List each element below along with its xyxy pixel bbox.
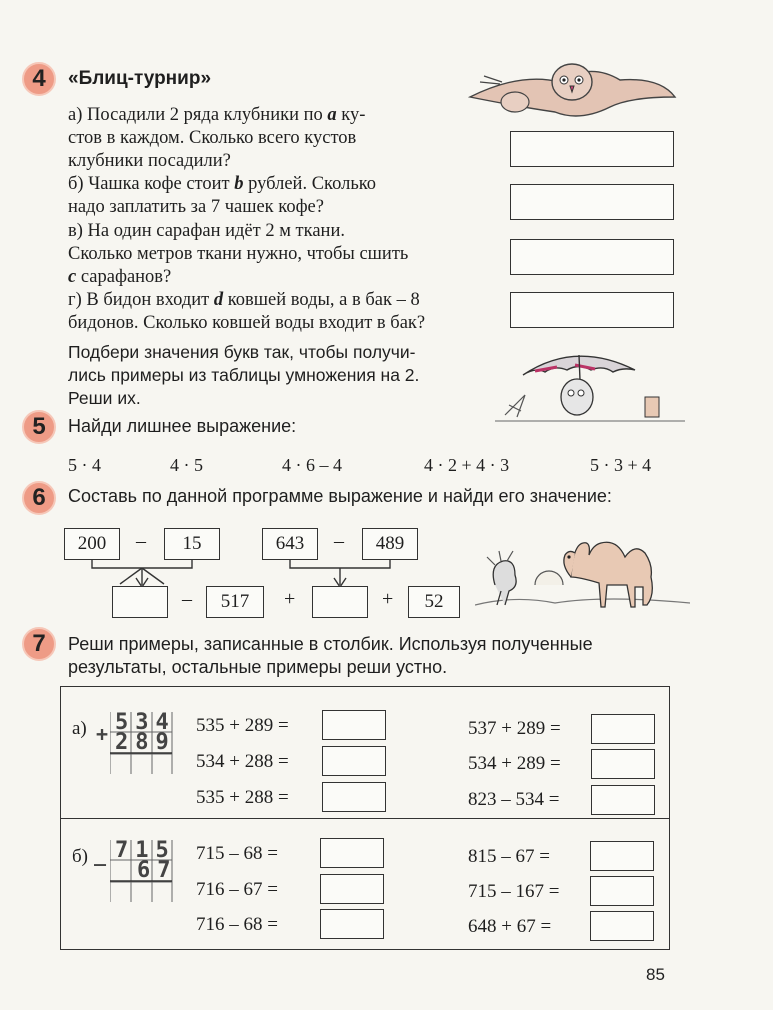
task7-a-left-answer-3[interactable] — [322, 782, 386, 812]
task7-part-a-label: а) — [72, 718, 87, 739]
task7-part-b-label: б) — [72, 846, 88, 867]
task6-box-489: 489 — [362, 528, 418, 560]
task4-item-a: а) Посадили 2 ряда клубники по a ку- стов в каждом. Сколько всего кустов клубники посадили? — [68, 105, 366, 171]
task7-a-left-2: 534 + 288 = — [196, 751, 289, 772]
task7-a-left-1: 535 + 289 = — [196, 715, 289, 736]
task7-b-right-answer-2[interactable] — [590, 876, 654, 906]
task6-op-minus-1: – — [136, 530, 146, 552]
task4-title: «Блиц-турнир» — [68, 68, 212, 89]
task6-op-minus-3: – — [182, 588, 192, 610]
task7-b-left-3: 716 – 68 = — [196, 914, 278, 935]
task7-table-divider — [60, 818, 670, 819]
task7-a-column-top: 534 — [115, 710, 176, 735]
task6-box-52: 52 — [408, 586, 460, 618]
task7-a-column-bottom: 289 — [115, 730, 176, 755]
task7-a-left-answer-1[interactable] — [322, 710, 386, 740]
task7-b-left-answer-1[interactable] — [320, 838, 384, 868]
task6-box-200: 200 — [64, 528, 120, 560]
task6-box-643: 643 — [262, 528, 318, 560]
task7-a-right-1: 537 + 289 = — [468, 718, 561, 739]
task7-a-right-3: 823 – 534 = — [468, 789, 560, 810]
task7-b-left-answer-3[interactable] — [320, 909, 384, 939]
task6-op-plus-1: + — [284, 588, 296, 610]
task7-number: 7 — [32, 630, 46, 657]
task4-item-c: в) На один сарафан идёт 2 м ткани. Сколько метров ткани нужно, чтобы сшить c сарафанов? — [68, 221, 409, 287]
task4-number: 4 — [32, 65, 46, 92]
task7-b-right-3: 648 + 67 = — [468, 916, 552, 937]
task4-item-b: б) Чашка кофе стоит b рублей. Сколько надо заплатить за 7 чашек кофе? — [68, 174, 377, 217]
task7-b-right-answer-3[interactable] — [590, 911, 654, 941]
task7-b-sign: _ — [94, 842, 107, 866]
task7-b-right-2: 715 – 167 = — [468, 881, 560, 902]
task5-expression-3: 4 · 6 – 4 — [282, 455, 342, 475]
task7-a-left-3: 535 + 288 = — [196, 787, 289, 808]
task5-number: 5 — [32, 413, 46, 440]
task7-b-right-answer-1[interactable] — [590, 841, 654, 871]
task7-a-right-2: 534 + 289 = — [468, 753, 561, 774]
task4-item-d: г) В бидон входит d ковшей воды, а в бак – 8 бидонов. Сколько ковшей воды входит в бак? — [68, 290, 426, 333]
task5-expression-4: 4 · 2 + 4 · 3 — [424, 455, 510, 475]
task5-expression-1: 5 · 4 — [68, 455, 101, 475]
task5-expression-5: 5 · 3 + 4 — [590, 455, 652, 475]
task6-result-box-2[interactable] — [312, 586, 368, 618]
task7-a-sign: + — [96, 722, 109, 746]
task6-op-plus-2: + — [382, 588, 394, 610]
task6-box-15: 15 — [164, 528, 220, 560]
task6-number: 6 — [32, 484, 46, 511]
task6-text: Составь по данной программе выражение и найди его значение: — [68, 486, 612, 506]
task6-op-minus-2: – — [334, 530, 344, 552]
task4-note: Подбери значения букв так, чтобы получи- лись примеры из таблицы умножения на 2. Реши их. — [68, 342, 420, 408]
task7-b-column-bottom: 67 — [137, 858, 178, 883]
task7-a-right-answer-1[interactable] — [591, 714, 655, 744]
task7-text: Реши примеры, записанные в столбик. Используя полученные результаты, остальные примеры реши устно. — [68, 634, 593, 677]
task6-box-517: 517 — [206, 586, 264, 618]
task7-number-badge — [22, 627, 56, 661]
task6-result-box-1[interactable] — [112, 586, 168, 618]
task7-b-left-2: 716 – 67 = — [196, 879, 278, 900]
task5-expression-2: 4 · 5 — [170, 455, 203, 475]
task7-a-left-answer-2[interactable] — [322, 746, 386, 776]
task7-b-left-answer-2[interactable] — [320, 874, 384, 904]
task7-b-left-1: 715 – 68 = — [196, 843, 278, 864]
task7-b-right-1: 815 – 67 = — [468, 846, 550, 867]
task7-a-right-answer-2[interactable] — [591, 749, 655, 779]
task5-text: Найди лишнее выражение: — [68, 416, 297, 436]
page-number: 85 — [646, 965, 665, 984]
camel-illustration — [475, 525, 690, 620]
task7-b-column-top: 715 — [115, 838, 176, 863]
task7-a-right-answer-3[interactable] — [591, 785, 655, 815]
